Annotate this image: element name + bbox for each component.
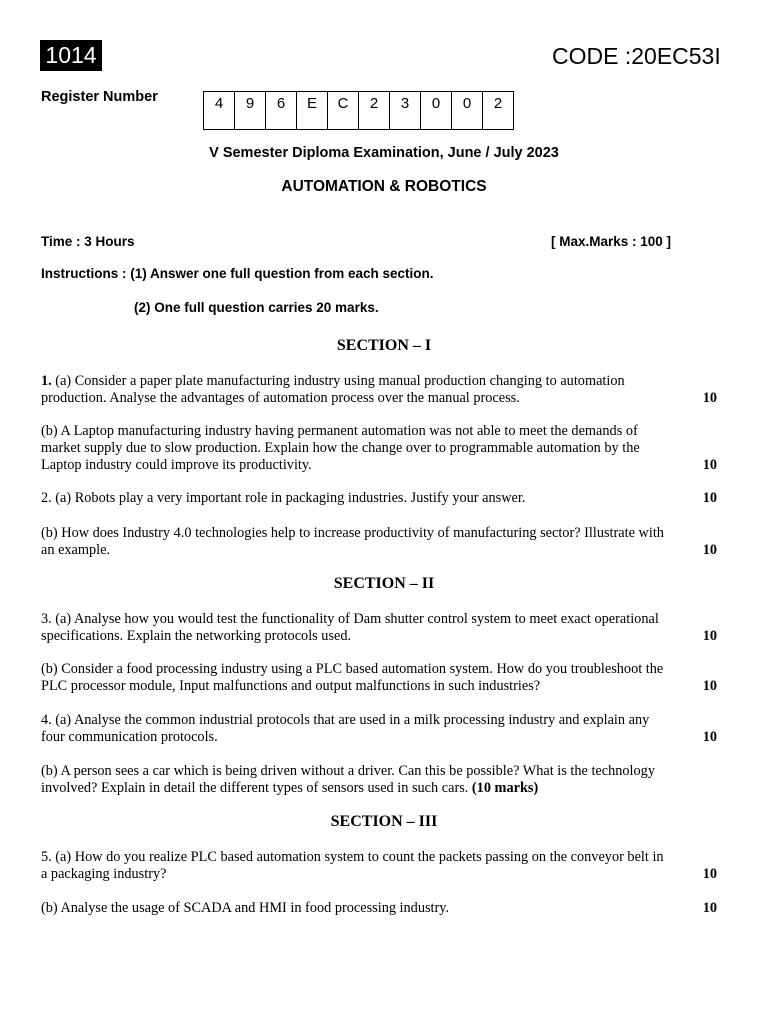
question-3b: (b) Consider a food processing industry using a PLC based automation system. How do you troubleshoot the 10 PLC processor module, Input malfunctions and output malfunctions in such industries? (41, 661, 717, 694)
paper-number-badge: 1014 (40, 40, 102, 71)
instruction-2: (2) One full question carries 20 marks. (134, 300, 379, 315)
marks: 10 (702, 390, 717, 406)
marks: 10 (702, 542, 717, 558)
register-digit: 0 (451, 91, 483, 130)
register-number-boxes (203, 91, 514, 130)
marks-inline: (10 marks) (471, 780, 539, 796)
register-digit: 2 (482, 91, 514, 130)
register-digit: 3 (389, 91, 421, 130)
register-digit: 9 (234, 91, 266, 130)
register-number-label: Register Number (41, 89, 158, 105)
question-5a: 5. (a) How do you realize PLC based automation system to count the packets passing on the conveyor belt in 10 a packaging industry? (41, 849, 717, 882)
exam-title: V Semester Diploma Examination, June / July 2023 (209, 145, 559, 161)
subject-title: AUTOMATION & ROBOTICS (281, 178, 487, 195)
marks: 10 (702, 628, 717, 644)
question-1b: (b) A Laptop manufacturing industry having permanent automation was not able to meet the demands of market supply due to slow production. Explain how the change over to programmable automation by the 10 Laptop industry could improve its productivity. (41, 423, 717, 473)
section-heading-2: SECTION – II (333, 575, 435, 592)
register-digit: 2 (358, 91, 390, 130)
max-marks: [ Max.Marks : 100 ] (551, 234, 672, 249)
section-heading-1: SECTION – I (336, 337, 432, 354)
question-4b: (b) A person sees a car which is being driven without a driver. Can this be possible? What is the technology involved? Explain in detail the different types of sensors used in such cars. (10 marks) (41, 763, 655, 796)
marks: 10 (702, 457, 717, 473)
question-1a: 1. (a) Consider a paper plate manufacturing industry using manual production changing to automation 10 production. Analyse the advantages of automation process over the manual process. (41, 373, 717, 406)
marks: 10 (702, 490, 717, 506)
register-digit: 4 (203, 91, 235, 130)
instruction-1: Instructions : (1) Answer one full question from each section. (41, 266, 434, 281)
marks: 10 (702, 678, 717, 694)
subject-code: CODE :20EC53I (552, 43, 721, 69)
marks: 10 (702, 729, 717, 745)
question-4a: 4. (a) Analyse the common industrial protocols that are used in a milk processing industry and explain any 10 four communication protocols. (41, 712, 717, 745)
question-5b: 10 (b) Analyse the usage of SCADA and HMI in food processing industry. (41, 900, 717, 916)
register-digit: C (327, 91, 359, 130)
question-2a: 10 2. (a) Robots play a very important role in packaging industries. Justify your answer. (41, 490, 717, 506)
register-digit: 6 (265, 91, 297, 130)
register-digit: 0 (420, 91, 452, 130)
marks: 10 (702, 900, 717, 916)
marks: 10 (702, 866, 717, 882)
register-digit: E (296, 91, 328, 130)
question-3a: 3. (a) Analyse how you would test the functionality of Dam shutter control system to meet exact operational 10 specifications. Explain the networking protocols used. (41, 611, 717, 644)
section-heading-3: SECTION – III (330, 813, 438, 830)
question-2b: (b) How does Industry 4.0 technologies help to increase productivity of manufacturing sector? Illustrate with 10 an example. (41, 525, 717, 558)
time-allowed: Time : 3 Hours (41, 234, 135, 249)
question-number: 1. (41, 373, 52, 389)
